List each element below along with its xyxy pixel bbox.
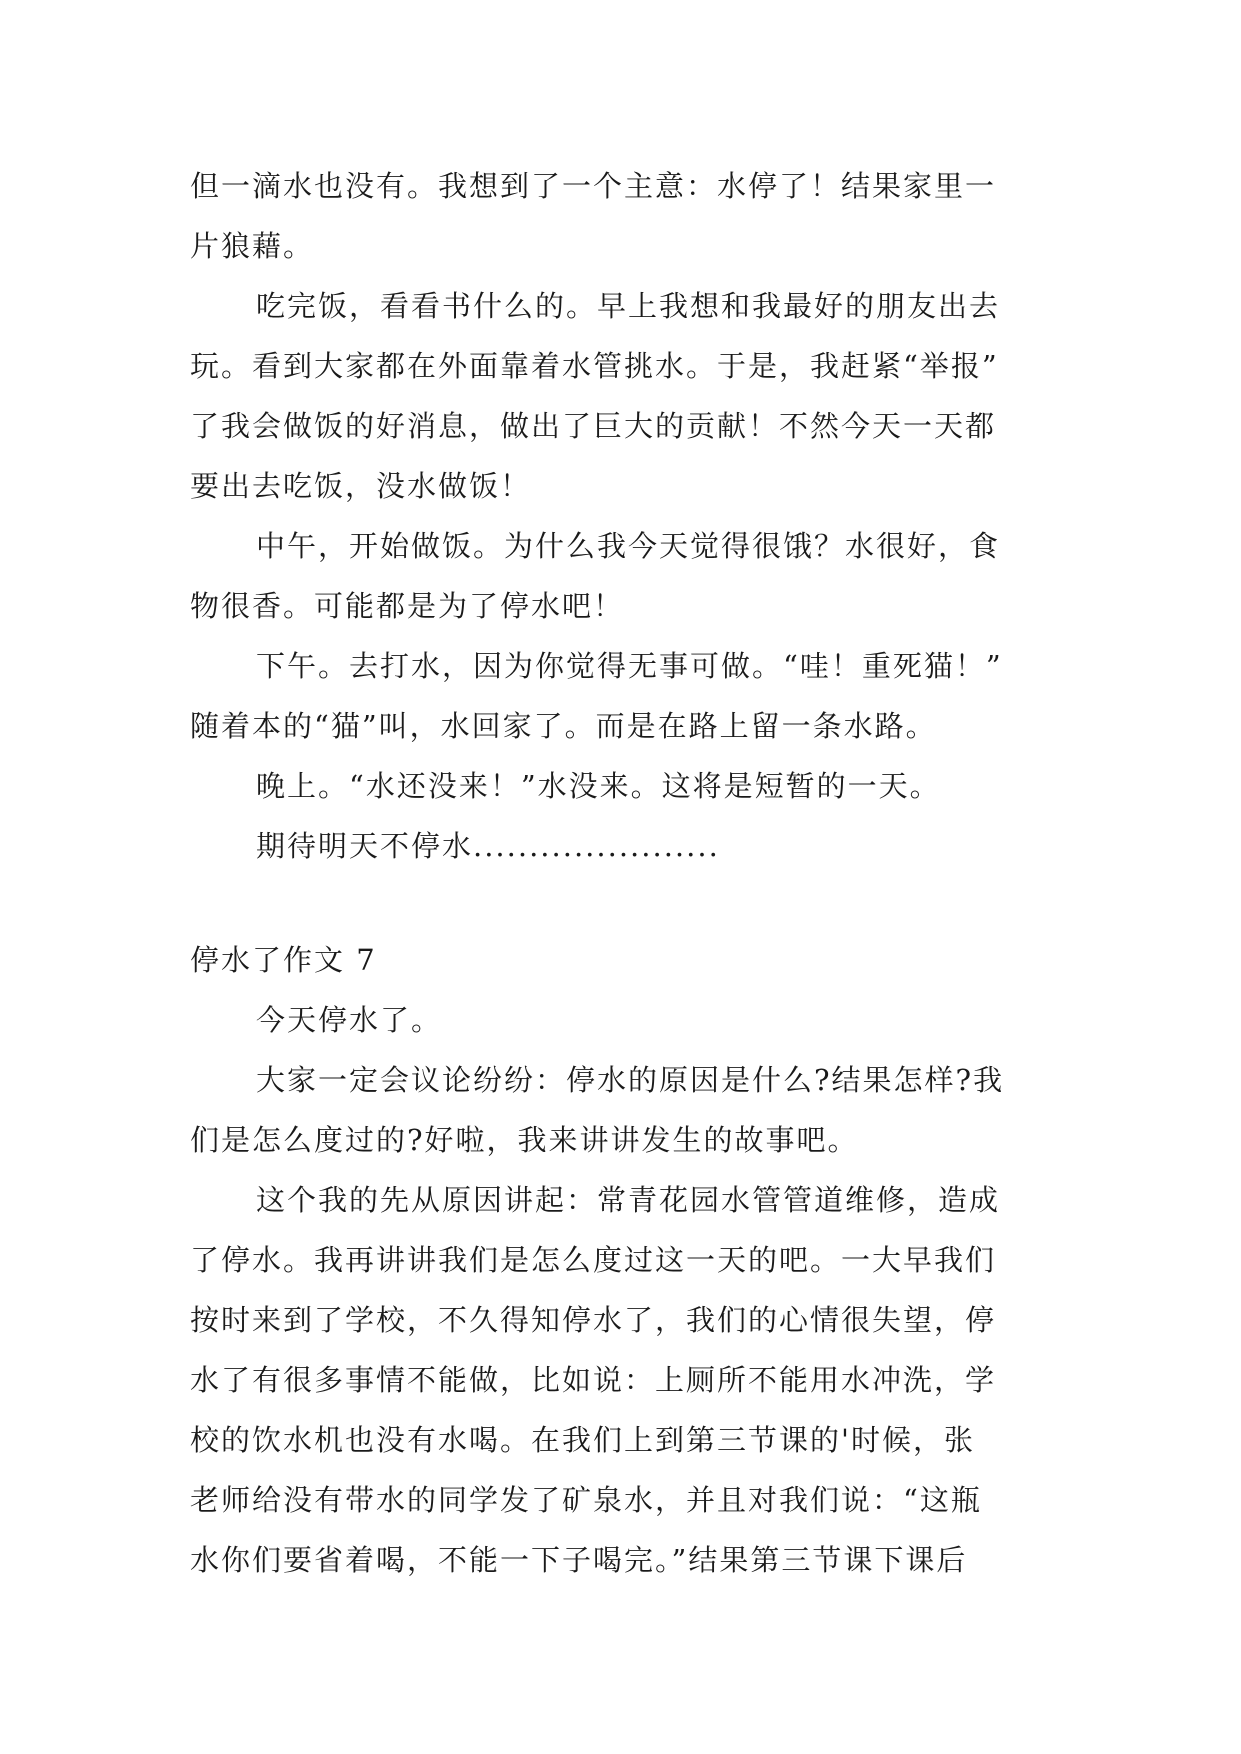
- paragraph-line: 吃完饭，看看书什么的。早上我想和我最好的朋友出去: [256, 289, 1001, 323]
- paragraph-line: 玩。看到大家都在外面靠着水管挑水。于是，我赶紧“举报”: [190, 349, 999, 383]
- paragraph-line: 了停水。我再讲讲我们是怎么度过这一天的吧。一大早我们: [190, 1243, 997, 1277]
- paragraph-line: 中午，开始做饭。为什么我今天觉得很饿？水很好，食: [256, 529, 1001, 563]
- paragraph-line: 老师给没有带水的同学发了矿泉水，并且对我们说：“这瓶: [190, 1483, 982, 1517]
- paragraph-line: 物很香。可能都是为了停水吧！: [190, 589, 625, 623]
- paragraph-line: 期待明天不停水......................: [256, 829, 720, 863]
- essay-text: [190, 156, 1050, 1590]
- paragraph-line: 这个我的先从原因讲起：常青花园水管管道维修，造成: [256, 1183, 1001, 1217]
- paragraph-line: 按时来到了学校，不久得知停水了，我们的心情很失望，停: [190, 1303, 997, 1337]
- paragraph-line: 了我会做饭的好消息，做出了巨大的贡献！不然今天一天都: [190, 409, 997, 443]
- paragraph-line: 今天停水了。: [256, 1003, 443, 1037]
- section-gap: [190, 876, 1050, 930]
- section-title: 停水了作文 7: [190, 943, 377, 977]
- paragraph-line: 但一滴水也没有。我想到了一个主意：水停了！结果家里一: [190, 169, 997, 203]
- paragraph-line: 大家一定会议论纷纷：停水的原因是什么?结果怎样?我: [256, 1063, 1005, 1097]
- paragraph-line: 水了有很多事情不能做，比如说：上厕所不能用水冲洗，学: [190, 1363, 997, 1397]
- paragraph-line: 水你们要省着喝，不能一下子喝完。”结果第三节课下课后: [190, 1543, 968, 1577]
- paragraph-line: 下午。去打水，因为你觉得无事可做。“哇！重死猫！”: [256, 649, 1003, 683]
- paragraph-line: 片狼藉。: [190, 229, 315, 263]
- paragraph-line: 要出去吃饭，没水做饭！: [190, 469, 532, 503]
- paragraph-line: 晚上。“水还没来！”水没来。这将是短暂的一天。: [256, 769, 941, 803]
- paragraph-line: 校的饮水机也没有水喝。在我们上到第三节课的'时候，张: [190, 1423, 975, 1457]
- paragraph-line: 们是怎么度过的?好啦，我来讲讲发生的故事吧。: [190, 1123, 859, 1157]
- paragraph-line: 随着本的“猫”叫，水回家了。而是在路上留一条水路。: [190, 709, 937, 743]
